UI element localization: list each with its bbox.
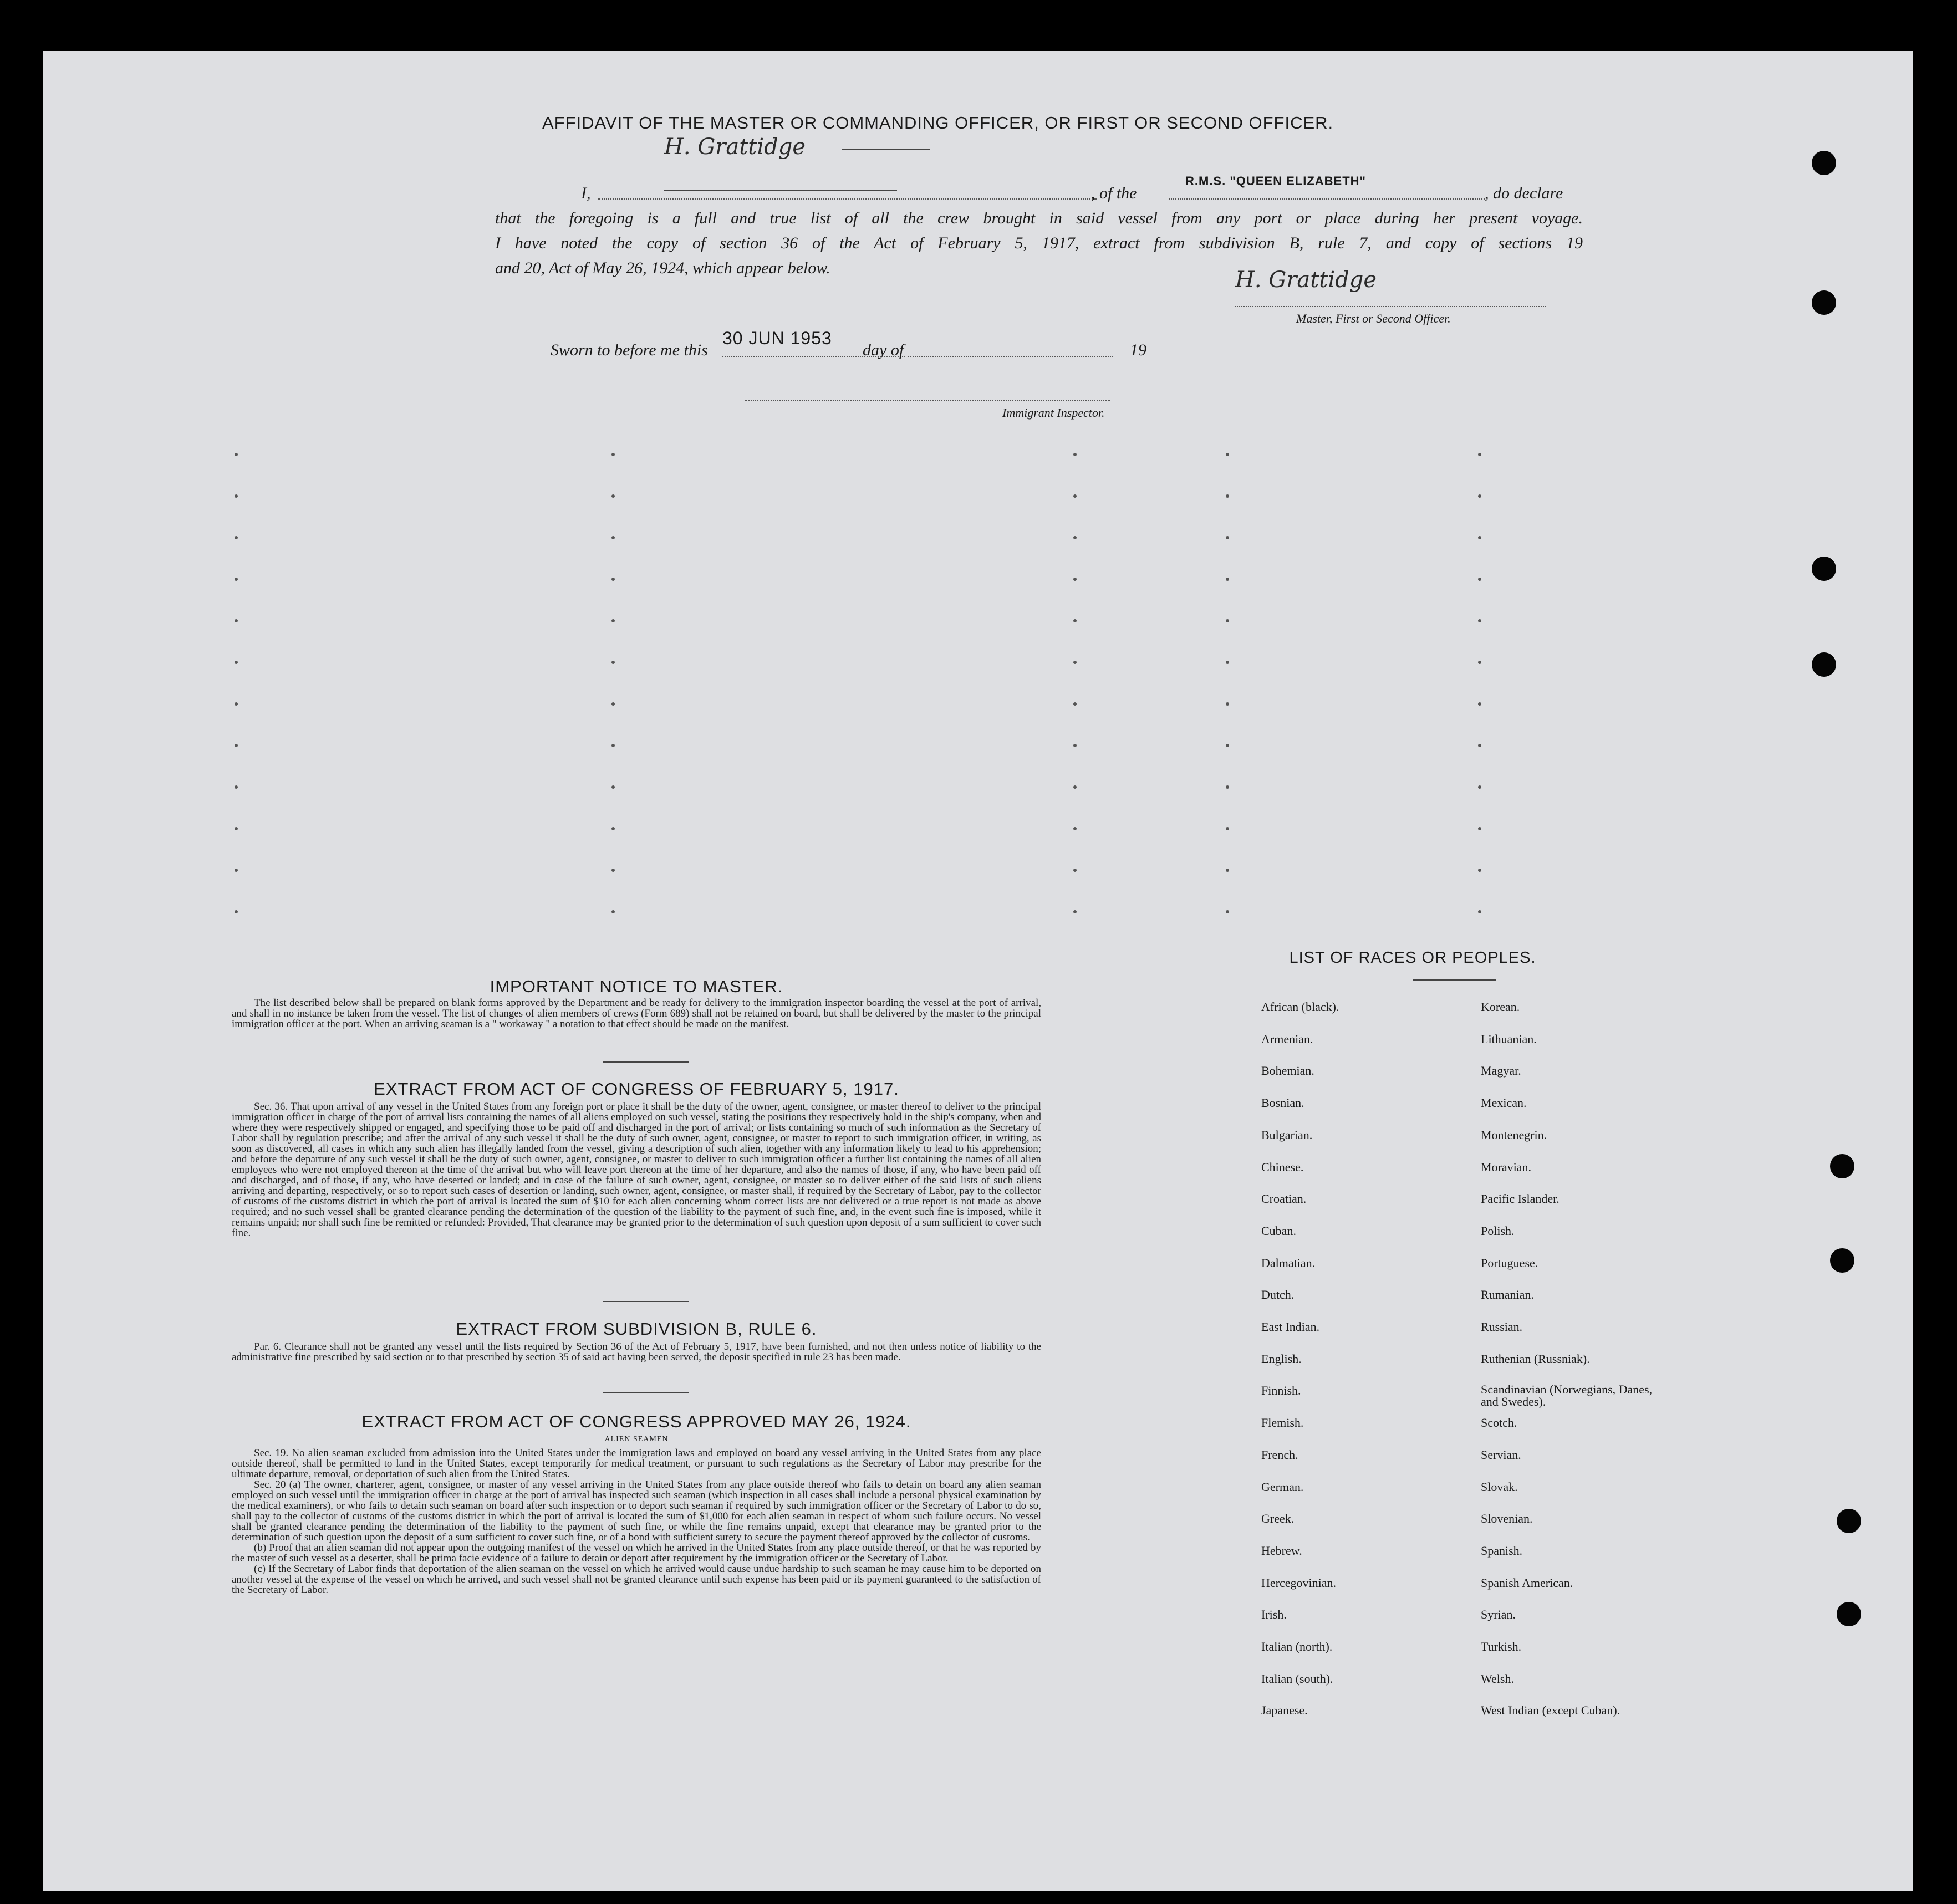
notice-divider xyxy=(603,1061,689,1063)
race-item: Slovak. xyxy=(1481,1479,1518,1494)
race-item: East Indian. xyxy=(1261,1320,1320,1334)
guide-dot xyxy=(1226,661,1229,664)
guide-dot xyxy=(235,494,238,498)
guide-dot xyxy=(611,744,615,747)
race-item: Spanish. xyxy=(1481,1543,1523,1558)
guide-dot xyxy=(1226,785,1229,789)
guide-dot xyxy=(1478,453,1481,456)
guide-dot xyxy=(1226,578,1229,581)
guide-dot xyxy=(1478,702,1481,706)
guide-dot xyxy=(611,578,615,581)
race-item: Pacific Islander. xyxy=(1481,1192,1560,1206)
race-item: English. xyxy=(1261,1351,1302,1366)
guide-dot xyxy=(1226,536,1229,539)
sworn-date-stamp: 30 JUN 1953 xyxy=(722,328,832,348)
title-underline xyxy=(842,149,930,150)
guide-dot xyxy=(611,453,615,456)
extract-1924-body xyxy=(232,1448,1041,1595)
race-item: Turkish. xyxy=(1481,1640,1522,1653)
guide-dot xyxy=(611,702,615,706)
guide-dot xyxy=(1226,453,1229,456)
declaration-line-2: I have noted the copy of section 36 of the Act of February 5, 1917, extract from subdivision B, rule 7, and copy of sections 19 xyxy=(495,234,1583,252)
race-item: Bohemian. xyxy=(1261,1064,1314,1078)
race-item: Welsh. xyxy=(1481,1671,1514,1686)
race-item: Spanish American. xyxy=(1481,1575,1573,1590)
race-item: Syrian. xyxy=(1481,1607,1516,1622)
guide-dot xyxy=(235,910,238,913)
signature-top: H. Grattidge xyxy=(664,134,806,160)
guide-dot xyxy=(235,702,238,706)
guide-dot xyxy=(1226,910,1229,913)
guide-dot xyxy=(235,453,238,456)
punch-hole xyxy=(1812,290,1836,315)
guide-dot xyxy=(1073,661,1077,664)
inspector-label: Immigrant Inspector. xyxy=(1002,406,1105,420)
race-item: Slovenian. xyxy=(1481,1512,1533,1526)
race-item: Rumanian. xyxy=(1481,1288,1534,1302)
race-item: Dalmatian. xyxy=(1261,1255,1316,1270)
sworn-month-line xyxy=(908,356,1113,357)
race-item: Lithuanian. xyxy=(1481,1032,1537,1046)
race-item: Hercegovinian. xyxy=(1261,1575,1336,1590)
race-item: Flemish. xyxy=(1261,1416,1304,1430)
inspector-line xyxy=(745,400,1110,401)
race-item: Japanese. xyxy=(1261,1703,1308,1718)
extract-rule6-title: EXTRACT FROM SUBDIVISION B, RULE 6. xyxy=(456,1319,817,1339)
guide-dot xyxy=(1073,702,1077,706)
extract-1917-title: EXTRACT FROM ACT OF CONGRESS OF FEBRUARY 5, 1917. xyxy=(374,1079,899,1099)
notice-text: The list described below shall be prepared on blank forms approved by the Department and be ready for delivery to the immigration inspector boarding the vessel at the port of arrival, and shall in no instance be taken from the vessel. The list of changes of alien members of crews (Form 689) shall not be retained on board, but shall be delivered by the master to the principal immigration officer at the port. When an arriving seaman is a " workaway " a notation to that effect should be made on the manifest. xyxy=(232,997,1041,1030)
guide-dot xyxy=(235,661,238,664)
guide-dot xyxy=(1073,453,1077,456)
extract-1917-divider xyxy=(603,1301,689,1302)
punch-hole xyxy=(1830,1248,1854,1273)
guide-dot xyxy=(235,536,238,539)
race-item: Bulgarian. xyxy=(1261,1127,1313,1142)
i-label: I, xyxy=(581,184,591,202)
race-item: Montenegrin. xyxy=(1481,1127,1547,1142)
vessel-name-stamp: R.M.S. "QUEEN ELIZABETH" xyxy=(1185,174,1366,188)
extract-1917-text: Sec. 36. That upon arrival of any vessel in the United States from any foreign port or place it shall be the duty of the owner, agent, consignee, or master thereof to deliver to the principal immigration officer in charge of the port of arrival lists containing the names of all aliens employed on such vessel, stating the positions they respectively hold in the ship's company, when and where they were respectively shipped or engaged, and specifying those to be paid off and discharged in the port of arrival; or lists containing so much of such information as the Secretary of Labor shall by regulation prescribe; and after the arrival of any such vessel it shall be the duty of such owner, agent, consignee, or master to report to such immigration officer, in writing, as soon as discovered, all cases in which any such alien has illegally landed from the vessel, giving a description of such alien, together with any information likely to lead to his apprehension; and before the departure of any such vessel it shall be the duty of such owner, agent, consignee, or master to deliver to such immigration officer a further list containing the names of all alien employees who were not employed thereon at the time of the arrival but who will leave port thereon at the time of her departure, and also the names of those, if any, who have been paid off and discharged, and of those, if any, who have deserted or landed; and in case of the failure of such owner, agent, consignee, or master so to deliver either of the said lists of such aliens arriving and departing, respectively, or so to report such cases of desertion or landing, such owner, agent, consignee, or master shall, if required by the Secretary of Labor, pay to the collector of customs of the customs district in which the port of arrival is located the sum of $10 for each alien concerning whom correct lists are not delivered or a true report is not made as above required; and no such vessel shall be granted clearance pending the determination of the question of the liability to the payment of such fine, and, in the event such fine is imposed, while it remains unpaid; nor shall such fine be remitted or refunded: Provided, That clearance may be granted prior to the determination of such question upon deposit of a sum sufficient to cover such fine. xyxy=(232,1101,1041,1239)
race-item: Moravian. xyxy=(1481,1160,1532,1174)
race-item: Magyar. xyxy=(1481,1064,1521,1078)
guide-dot xyxy=(235,744,238,747)
guide-dot xyxy=(1478,869,1481,872)
extract-rule6-text: Par. 6. Clearance shall not be granted any vessel until the lists required by Section 36 of the Act of February 5, 1917, have been furnished, and not then unless notice of liability to the administrative fine prescribed by said section or to that prescribed by section 35 of said act having been served, the deposit specified in rule 23 has been made. xyxy=(232,1341,1041,1363)
race-item: Cuban. xyxy=(1261,1223,1296,1238)
master-label: Master, First or Second Officer. xyxy=(1296,312,1451,325)
race-item: Irish. xyxy=(1261,1607,1287,1622)
guide-dot xyxy=(1073,494,1077,498)
punch-hole xyxy=(1837,1509,1861,1533)
guide-dot xyxy=(1478,785,1481,789)
signature-master: H. Grattidge xyxy=(1235,267,1377,293)
punch-hole xyxy=(1812,557,1836,581)
year-prefix: 19 xyxy=(1130,341,1146,359)
race-item: Italian (north). xyxy=(1261,1640,1333,1653)
affidavit-title: AFFIDAVIT OF THE MASTER OR COMMANDING OFFICER, OR FIRST OR SECOND OFFICER. xyxy=(542,113,1334,132)
race-item: Servian. xyxy=(1481,1447,1521,1462)
guide-dot xyxy=(235,578,238,581)
race-item: Ruthenian (Russniak). xyxy=(1481,1351,1590,1366)
sworn-prefix: Sworn to before me this xyxy=(551,341,708,359)
guide-dot xyxy=(1073,536,1077,539)
guide-dot xyxy=(1073,785,1077,789)
guide-dot xyxy=(1226,494,1229,498)
extract-1924-title: EXTRACT FROM ACT OF CONGRESS APPROVED MAY 26, 1924. xyxy=(361,1412,911,1431)
extract-rule6-divider xyxy=(603,1392,689,1393)
sec20b-text: (b) Proof that an alien seaman did not appear upon the outgoing manifest of the vessel on which he arrived in the United States from any place outside thereof, or that he was reported by the master of such vessel as a deserter, shall be prima facie evidence of a failure to detain or deport after requirement by the immigration officer or the Secretary of Labor. xyxy=(232,1542,1041,1564)
guide-dot xyxy=(235,785,238,789)
race-item: Croatian. xyxy=(1261,1192,1307,1206)
race-item: Bosnian. xyxy=(1261,1096,1304,1110)
race-item: Scandinavian (Norwegians, Danes, and Swedes). xyxy=(1481,1382,1653,1409)
vessel-line xyxy=(1169,198,1485,200)
guide-dot xyxy=(611,869,615,872)
race-item: West Indian (except Cuban). xyxy=(1481,1703,1620,1718)
do-declare-label: , do declare xyxy=(1485,184,1563,202)
race-item: Hebrew. xyxy=(1261,1543,1302,1558)
races-divider xyxy=(1413,979,1496,981)
guide-dot xyxy=(1478,494,1481,498)
punch-hole xyxy=(1830,1154,1854,1178)
guide-dot xyxy=(1478,536,1481,539)
guide-dot xyxy=(1073,578,1077,581)
document-sheet xyxy=(43,51,1913,1891)
day-of-label: day of xyxy=(863,341,904,359)
guide-dot xyxy=(611,619,615,622)
guide-dot xyxy=(1073,744,1077,747)
guide-dot xyxy=(1478,744,1481,747)
guide-dot xyxy=(235,619,238,622)
race-item: Italian (south). xyxy=(1261,1671,1333,1686)
race-item: Russian. xyxy=(1481,1320,1523,1334)
race-item: African (black). xyxy=(1261,1000,1339,1014)
declaration-line-1: that the foregoing is a full and true list of all the crew brought in said vessel from any port or place during her present voyage. xyxy=(495,209,1583,227)
name-dash xyxy=(664,190,897,191)
race-item: Dutch. xyxy=(1261,1288,1295,1302)
of-the-label: , of the xyxy=(1091,184,1137,202)
guide-dot xyxy=(1226,744,1229,747)
extract-1924-subtitle: ALIEN SEAMEN xyxy=(604,1435,669,1443)
name-line xyxy=(598,198,1097,200)
guide-dot xyxy=(1478,827,1481,830)
sec20c-text: (c) If the Secretary of Labor finds that deportation of the alien seaman on the vessel on which he arrived would cause undue hardship to such seaman he may cause him to be deported on another vessel at the expense of the vessel on which he arrived, and such vessel shall not be granted clearance until such expense has been paid or its payment guaranteed to the satisfaction of the Secretary of Labor. xyxy=(232,1563,1041,1596)
guide-dot xyxy=(235,827,238,830)
race-item: Polish. xyxy=(1481,1223,1515,1238)
race-item: Scotch. xyxy=(1481,1416,1517,1430)
guide-dot xyxy=(1226,869,1229,872)
race-item: Chinese. xyxy=(1261,1160,1304,1174)
guide-dot xyxy=(1226,827,1229,830)
guide-dot xyxy=(1073,827,1077,830)
guide-dot xyxy=(1478,619,1481,622)
race-item: Finnish. xyxy=(1261,1384,1301,1398)
signature-line xyxy=(1235,306,1546,307)
guide-dot xyxy=(611,494,615,498)
guide-dot xyxy=(1073,619,1077,622)
guide-dot xyxy=(1478,578,1481,581)
races-title: LIST OF RACES OR PEOPLES. xyxy=(1289,949,1536,967)
guide-dot xyxy=(1073,869,1077,872)
race-item: Armenian. xyxy=(1261,1032,1313,1046)
guide-dot xyxy=(611,827,615,830)
guide-dot xyxy=(1226,619,1229,622)
race-item: German. xyxy=(1261,1479,1304,1494)
race-item: Mexican. xyxy=(1481,1096,1527,1110)
race-item: Korean. xyxy=(1481,1000,1520,1014)
sec20a-text: Sec. 20 (a) The owner, charterer, agent, consignee, or master of any vessel arriving in the United States from any place outside thereof who fails to detain on board any alien seaman employed on such vessel until the immigration officer in charge at the port of arrival has inspected such seaman (which inspection in all cases shall include a personal physical examination by the medical examiners), or who fails to detain such seaman on board after such inspection or to deport such seaman if required by such immigration officer or the Secretary of Labor to do so, shall pay to the collector of customs of the customs district in which the port of arrival is located the sum of $1,000 for each alien seaman in respect of whom such failure occurs. No vessel shall be granted clearance pending the determination of the liability to the payment of such fine, or while the fine remains unpaid, except that clearance may be granted prior to the determination of such question upon the deposit of a sum sufficient to cover such fine, or of a bond with sufficient surety to secure the payment thereof approved by the collector of customs. xyxy=(232,1479,1041,1543)
punch-hole xyxy=(1837,1602,1861,1626)
sec19-text: Sec. 19. No alien seaman excluded from admission into the United States under the immigration laws and employed on board any vessel arriving in the United States from any place outside thereof, shall be permitted to land in the United States, except temporarily for medical treatment, or pursuant to such regulations as the Secretary of Labor may prescribe for the ultimate departure, removal, or deportation of such alien from the United States. xyxy=(232,1447,1041,1480)
guide-dot xyxy=(1226,702,1229,706)
guide-dot xyxy=(611,910,615,913)
race-item: Portuguese. xyxy=(1481,1255,1538,1270)
punch-hole xyxy=(1812,652,1836,677)
guide-dot xyxy=(235,869,238,872)
race-item: French. xyxy=(1261,1447,1298,1462)
guide-dot xyxy=(611,536,615,539)
declaration-line-3: and 20, Act of May 26, 1924, which appear below. xyxy=(495,259,830,277)
guide-dot xyxy=(1478,910,1481,913)
guide-dot xyxy=(611,785,615,789)
punch-hole xyxy=(1812,151,1836,175)
guide-dot xyxy=(611,661,615,664)
race-item: Greek. xyxy=(1261,1512,1295,1526)
guide-dot xyxy=(1478,661,1481,664)
notice-title: IMPORTANT NOTICE TO MASTER. xyxy=(490,977,783,996)
guide-dot xyxy=(1073,910,1077,913)
